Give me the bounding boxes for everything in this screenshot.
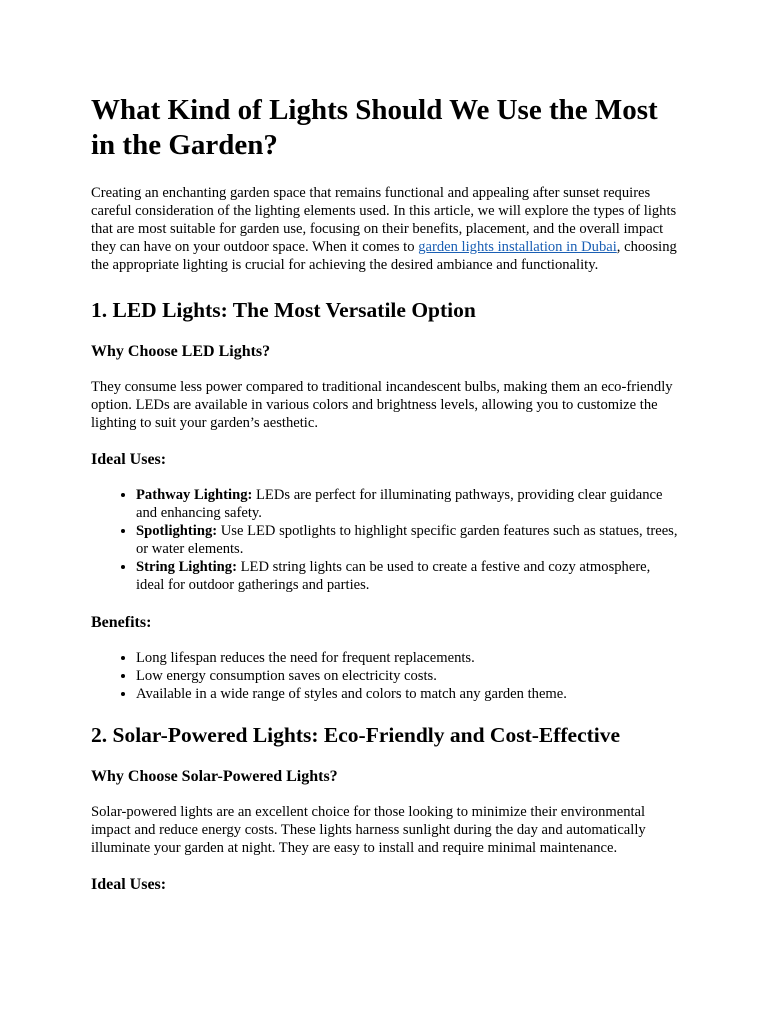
- list-item-label: String Lighting:: [136, 559, 237, 575]
- section2-why-heading: Why Choose Solar-Powered Lights?: [91, 768, 338, 785]
- list-item: • Available in a wide range of styles and colors to match any garden theme.: [136, 685, 681, 703]
- section2-uses-heading: Ideal Uses:: [91, 876, 167, 893]
- intro-text-before-link: Creating an enchanting garden space that remains functional and appealing after sunset requires careful consideration of the lighting elements used. In this article, we will explore the types of lights that are most suitable for garden use, focusing on their benefits, placement, and the overall impact they can have on your outdoor space. When it comes to: [91, 185, 677, 255]
- list-item: • Low energy consumption saves on electricity costs.: [136, 667, 681, 685]
- section1-why-text: They consume less power compared to traditional incandescent bulbs, making them an eco-friendly option. LEDs are available in various colors and brightness levels, allowing you to customize the lighting to suit your garden’s aesthetic.: [91, 379, 673, 431]
- list-item: [136, 522, 681, 558]
- list-item-text: LEDs are perfect for illuminating pathways, providing clear guidance and enhancing safety.: [136, 487, 663, 521]
- intro-paragraph: [91, 184, 681, 274]
- section1-uses-list: [91, 486, 681, 594]
- list-item: [136, 486, 681, 522]
- list-item-label: Pathway Lighting:: [136, 487, 253, 503]
- section1-benefits-heading: Benefits:: [91, 614, 152, 631]
- list-item: • Long lifespan reduces the need for frequent replacements.: [136, 649, 681, 667]
- document-page: [91, 93, 681, 911]
- list-item-label: Spotlighting:: [136, 523, 218, 539]
- section1-heading: 1. LED Lights: The Most Versatile Option: [91, 298, 476, 322]
- section2-why-text: Solar-powered lights are an excellent choice for those looking to minimize their environmental impact and reduce energy costs. These lights harness sunlight during the day and automatically illuminate your garden at night. They are easy to install and require minimal maintenance.: [91, 804, 646, 856]
- garden-lights-dubai-link[interactable]: garden lights installation in Dubai: [418, 239, 617, 255]
- intro-text-after-link: , choosing the appropriate lighting is crucial for achieving the desired ambiance and functionality.: [91, 239, 677, 273]
- section2-heading: 2. Solar-Powered Lights: Eco-Friendly and Cost-Effective: [91, 723, 621, 747]
- section1-uses-heading: Ideal Uses:: [91, 451, 167, 468]
- list-item: [136, 558, 681, 594]
- list-item-text: Use LED spotlights to highlight specific garden features such as statues, trees, or water elements.: [136, 523, 678, 557]
- list-item-text: LED string lights can be used to create a festive and cozy atmosphere, ideal for outdoor gatherings and parties.: [136, 559, 651, 593]
- section1-why-heading: Why Choose LED Lights?: [91, 343, 271, 360]
- section1-benefits-list: [91, 649, 681, 703]
- page-title: What Kind of Lights Should We Use the Most in the Garden?: [91, 94, 658, 161]
